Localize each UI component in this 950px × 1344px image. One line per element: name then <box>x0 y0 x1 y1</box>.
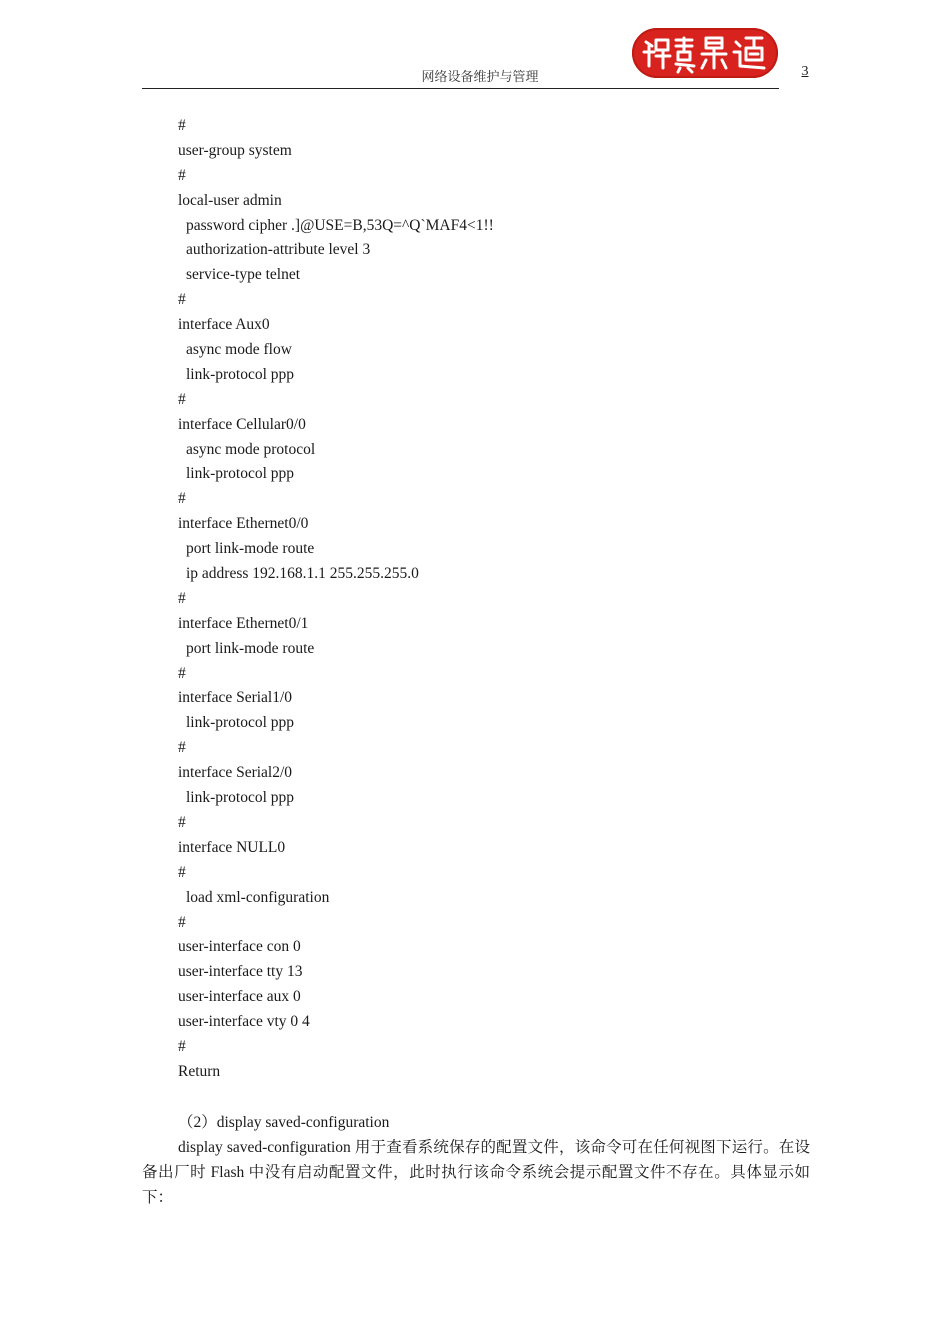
config-line: interface Serial2/0 <box>178 764 293 782</box>
config-line: # <box>178 739 186 757</box>
section-body <box>142 1110 810 1210</box>
running-header-title: 网络设备维护与管理 <box>421 69 539 84</box>
config-line: port link-mode route <box>186 639 315 657</box>
config-line: user-interface tty 13 <box>178 963 303 981</box>
config-line: interface Serial1/0 <box>178 689 293 707</box>
config-line: interface Ethernet0/1 <box>178 614 309 632</box>
config-line: # <box>178 589 186 607</box>
config-listing <box>178 114 738 1085</box>
config-line: # <box>178 166 186 184</box>
config-line: interface Ethernet0/0 <box>178 515 309 533</box>
header-divider <box>142 88 779 89</box>
seal-glyphs-icon <box>632 28 778 78</box>
config-line: link-protocol ppp <box>186 789 295 807</box>
config-line: local-user admin <box>178 191 282 209</box>
config-line: # <box>178 913 186 931</box>
config-line: password cipher .]@USE=B,53Q=^Q`MAF4<1!! <box>186 216 494 234</box>
config-line: # <box>178 117 186 134</box>
config-line: load xml-configuration <box>186 888 330 906</box>
config-line: # <box>178 863 186 881</box>
section-heading: （2）display saved-configuration <box>178 1114 390 1131</box>
config-line: ip address 192.168.1.1 255.255.255.0 <box>186 565 419 583</box>
config-line: interface Aux0 <box>178 316 270 334</box>
config-line: user-group system <box>178 141 292 159</box>
config-line: user-interface aux 0 <box>178 988 301 1006</box>
config-line: Return <box>178 1062 221 1080</box>
config-line: link-protocol ppp <box>186 714 295 732</box>
config-line: interface NULL0 <box>178 838 286 856</box>
seal-stamp-logo <box>632 28 778 78</box>
config-line: # <box>178 390 186 408</box>
config-line: async mode flow <box>186 341 292 359</box>
config-line: authorization-attribute level 3 <box>186 241 371 259</box>
config-line: interface Cellular0/0 <box>178 415 306 433</box>
config-line: user-interface con 0 <box>178 938 301 956</box>
config-line: # <box>178 291 186 309</box>
config-line: user-interface vty 0 4 <box>178 1013 310 1031</box>
config-line: link-protocol ppp <box>186 365 295 383</box>
config-line: # <box>178 1037 186 1055</box>
config-line: port link-mode route <box>186 540 315 558</box>
config-line: # <box>178 664 186 682</box>
config-line: # <box>178 813 186 831</box>
config-line: link-protocol ppp <box>186 465 295 483</box>
page-number: 3 <box>801 64 809 79</box>
config-line: # <box>178 490 186 508</box>
config-line: service-type telnet <box>186 266 301 284</box>
config-line: async mode protocol <box>186 440 316 458</box>
body-paragraph: display saved-configuration 用于查看系统保存的配置文件，该命令可在任何视图下运行。在设备出厂时 Flash 中没有启动配置文件，此时执行该命令系统会提示配置文件不存在。具体显示如下： <box>142 1139 810 1206</box>
